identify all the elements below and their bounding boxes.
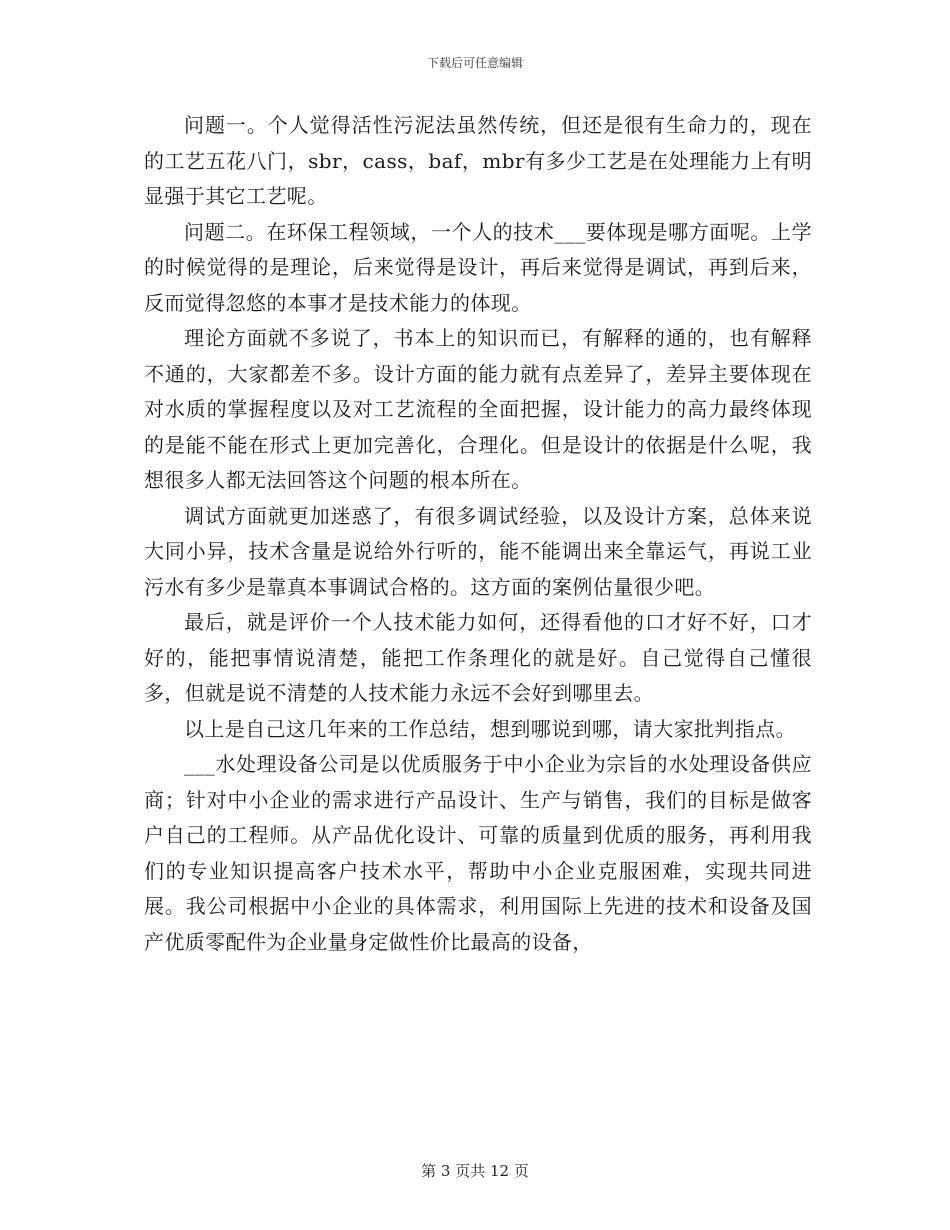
document-body [144, 108, 812, 960]
paragraph-theory-design: 理论方面就不多说了，书本上的知识而已，有解释的通的，也有解释不通的，大家都差不多。设计方面的能力就有点差异了，差异主要体现在对水质的掌握程度以及对工艺流程的全面把握，设计能力的高力最终体现的是能不能在形式上更加完善化，合理化。但是设计的依据是什么呢，我想很多人都无法回答这个问题的根本所在。 [144, 326, 812, 492]
paragraph-debugging: 调试方面就更加迷惑了，有很多调试经验，以及设计方案，总体来说大同小异，技术含量是说给外行听的，能不能调出来全靠运气，再说工业污水有多少是靠真本事调试合格的。这方面的案例估量很少吧。 [144, 503, 812, 599]
page-number: 第 3 页共 12 页 [421, 1162, 529, 1180]
paragraph-company-intro: ___水处理设备公司是以优质服务于中小企业为宗旨的水处理设备供应商；针对中小企业的需求进行产品设计、生产与销售，我们的目标是做客户自己的工程师。从产品优化设计、可靠的质量到优质的服务，再利用我们的专业知识提高客户技术水平，帮助中小企业克服困难，实现共同进展。我公司根据中小企业的具体需求，利用国际上先进的技术和设备及国产优质零配件为企业量身定做性价比最高的设备， [144, 752, 812, 954]
page-header-note: 下载后可任意编辑 [426, 56, 523, 70]
paragraph-summary: 以上是自己这几年来的工作总结，想到哪说到哪，请大家批判指点。 [184, 716, 796, 741]
paragraph-question-two: 问题二。在环保工程领域，一个人的技术___要体现是哪方面呢。上学的时候觉得的是理论，后来觉得是设计，再后来觉得是调试，再到后来，反而觉得忽悠的本事才是技术能力的体现。 [144, 219, 812, 315]
paragraph-question-one: 问题一。个人觉得活性污泥法虽然传统，但还是很有生命力的，现在的工艺五花八门，sbr，cass，baf，mbr有多少工艺是在处理能力上有明显强于其它工艺呢。 [144, 113, 812, 208]
paragraph-evaluation: 最后，就是评价一个人技术能力如何，还得看他的口才好不好，口才好的，能把事情说清楚，能把工作条理化的就是好。自己觉得自己懂很多，但就是说不清楚的人技术能力永远不会好到哪里去。 [144, 610, 812, 705]
